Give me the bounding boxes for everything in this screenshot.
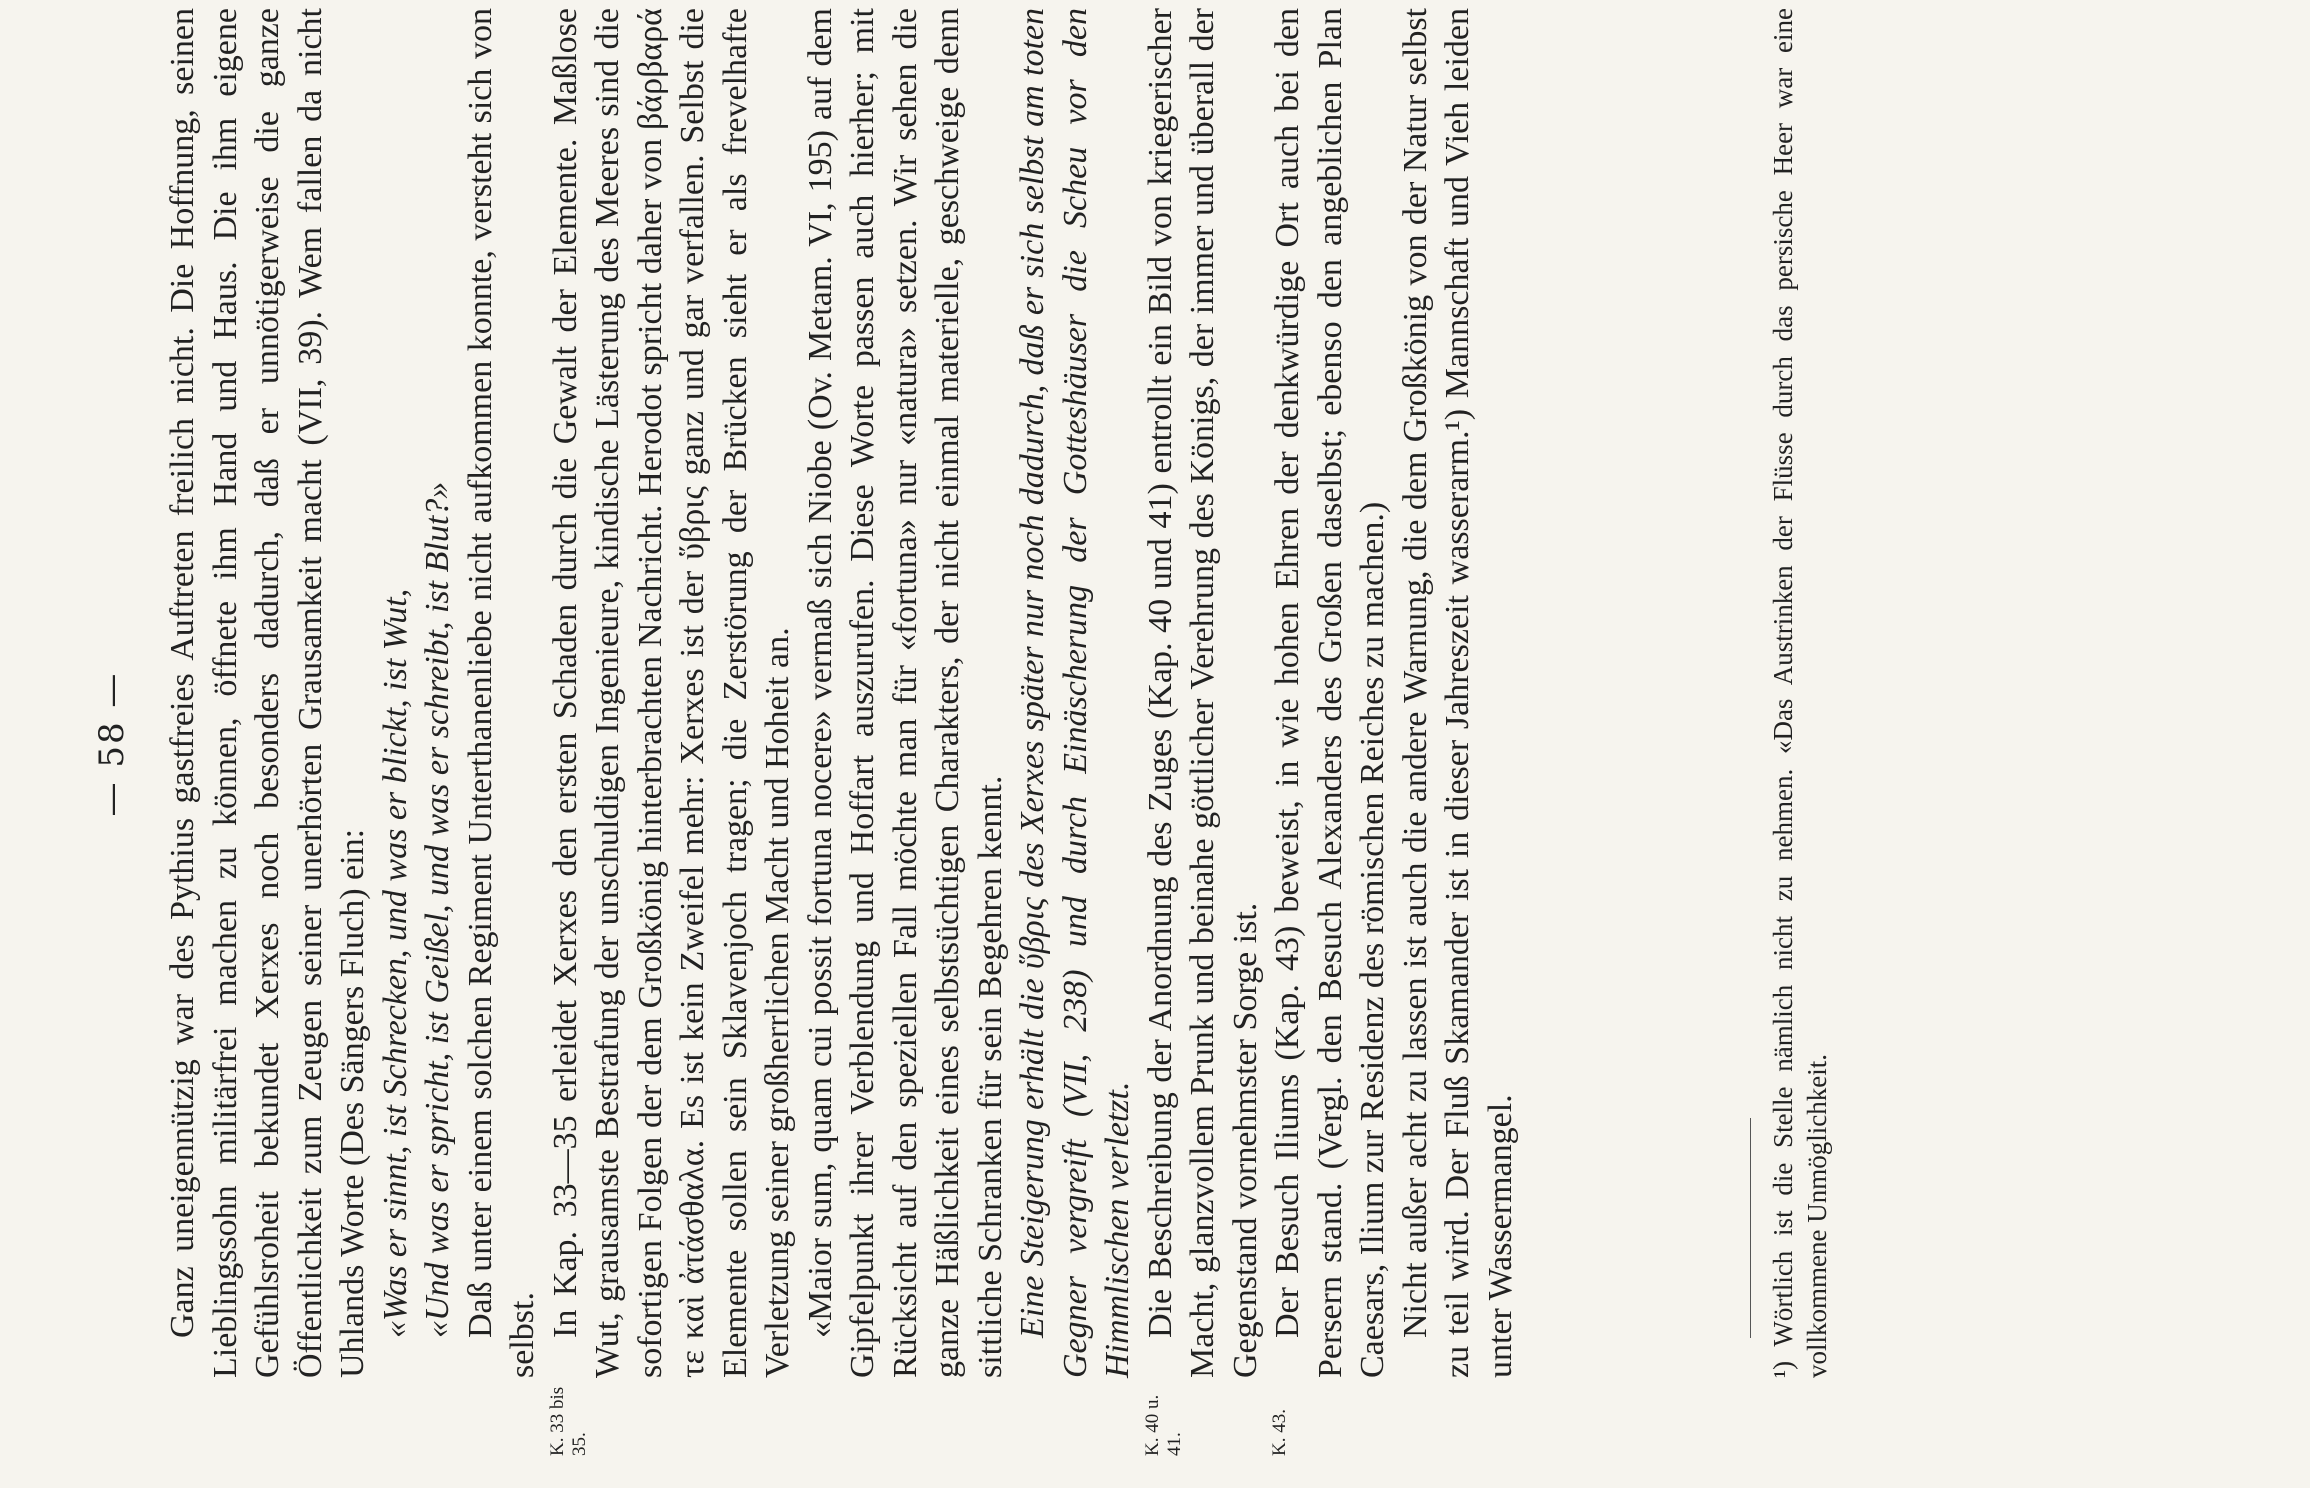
paragraph-kap-33-35-text: In Kap. 33—35 erleidet Xerxes den ersten Schaden durch die Gewalt der Elemente. Maßlose Wut, grausamste Bestrafung der unschuldigen Ingenieure, kindische Lästerung des Meeres sind die sofortigen Folgen der dem Großkönig hinterbrachten Nachricht. Herodot spricht daher von βάρβαρά τε καὶ ἀτάσθαλα. Es ist kein Zweifel mehr: Xerxes ist der ὕβρις ganz und gar verfallen. Selbst die Elemente sollen sein Sklavenjoch tragen; die Zerstörung der Brücken sieht er als frevelhafte Verletzung seiner großherrlichen Macht und Hoheit an. bbox=[546, 8, 796, 1378]
margin-note-k33: K. 33 bis 35. bbox=[546, 1386, 590, 1456]
body-text bbox=[162, 8, 1522, 1456]
footnote: ¹) Wörtlich ist die Stelle nämlich nicht zu nehmen. «Das Austrinken der Flüsse durch das persische Heer war eine vollkommene Unmöglichkeit. bbox=[1768, 8, 1832, 1378]
paragraph-kap-40-41 bbox=[1140, 8, 1268, 1456]
footnote-divider bbox=[1750, 1118, 1751, 1338]
paragraph-warnung: Nicht außer acht zu lassen ist auch die andere Warnung, die dem Großkönig von der Natur selbst zu teil wird. Der Fluß Skamander ist in dieser Jahreszeit wasserarm.¹) Mannschaft und Vieh leiden unter Wassermangel. bbox=[1396, 8, 1519, 1378]
paragraph-pythius: Ganz uneigennützig war des Pythius gastfreies Auftreten freilich nicht. Die Hoffnung, seinen Lieblingssohn militärfrei machen zu können, öffnete ihm Hand und Haus. Die ihm eigene Gefühlsroheit bekundet Xerxes noch besonders dadurch, daß er unnötigerweise die ganze Öffentlichkeit zum Zeugen seiner unerhörten Grausamkeit macht (VII, 39). Wem fallen da nicht Uhlands Worte (Des Sängers Fluch) ein: bbox=[164, 8, 371, 1378]
paragraph-kap-43-text: Der Besuch Iliums (Kap. 43) beweist, in wie hohen Ehren der denkwürdige Ort auch bei den Persern stand. (Vergl. den Besuch Alexanders des Großen daselbst; ebenso den angeblichen Plan Caesars, Ilium zur Residenz des römischen Reiches zu machen.) bbox=[1269, 8, 1391, 1378]
margin-note-k40: K. 40 u. 41. bbox=[1141, 1394, 1185, 1456]
quote-line-2: «Und was er spricht, ist Geißel, und was er schreibt, ist Blut?» bbox=[419, 481, 456, 1338]
paragraph-kap-43 bbox=[1267, 8, 1395, 1456]
paragraph-regiment: Daß unter einem solchen Regiment Unterthanenliebe nicht aufkommen konnte, versteht sich von selbst. bbox=[461, 8, 541, 1378]
quote-line-1: «Was er sinnt, ist Schrecken, und was er blickt, ist Wut, bbox=[376, 588, 414, 1338]
margin-note-k43: K. 43. bbox=[1269, 1409, 1290, 1456]
paragraph-kap-33-35 bbox=[545, 8, 800, 1456]
paragraph-niobe: «Maior sum, quam cui possit fortuna nocere» vermaß sich Niobe (Ov. Metam. VI, 195) auf dem Gipfelpunkt ihrer Verblendung und Hoffart auszurufen. Diese Worte passen auch hierher; mit Rücksicht auf den speziellen Fall möchte man für «fortuna» nur «natura» setzen. Wir sehen die ganze Häßlichkeit eines selbstsüchtigen Charakters, der nicht einmal materielle, geschweige denn sittliche Schranken für sein Begehren kennt. bbox=[801, 8, 1009, 1378]
paragraph-kap-40-41-text: Die Beschreibung der Anordnung des Zuges (Kap. 40 und 41) entrollt ein Bild von kriegerischer Macht, glanzvollem Prunk und beinahe göttlicher Verehrung des Königs, der immer und überall der Gegenstand vornehmster Sorge ist. bbox=[1141, 8, 1264, 1378]
paragraph-steigerung: Eine Steigerung erhält die ὕβρις des Xerxes später nur noch dadurch, daß er sich selbst am toten Gegner vergreift (VII, 238) und durch Einäscherung der Gotteshäuser die Scheu vor den Himmlischen verletzt. bbox=[1014, 8, 1136, 1378]
page-number: — 58 — bbox=[92, 671, 132, 817]
